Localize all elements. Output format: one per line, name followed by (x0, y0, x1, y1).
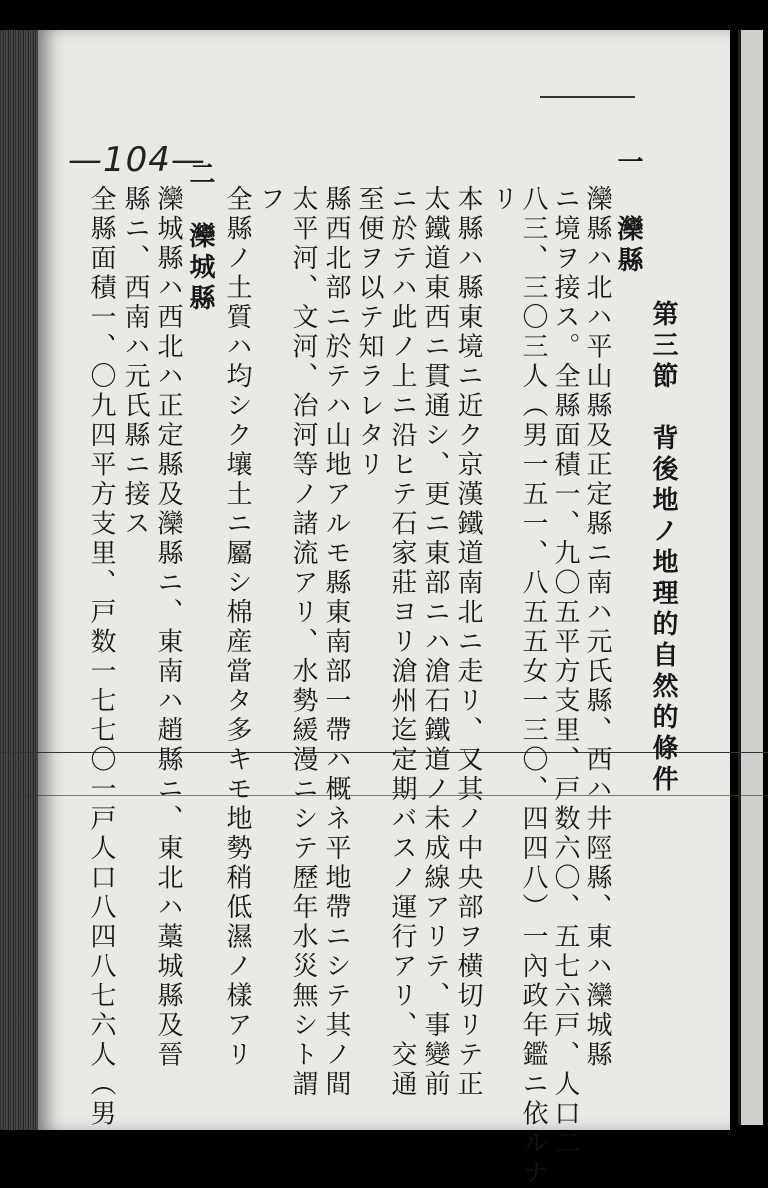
body-line: 全縣面積一、〇九四平方支里、戸数一七七〇一戸人口八四八七六人（男 (86, 185, 116, 1129)
section-heading: 第三節 背後地ノ地理的自然的條件 (648, 300, 678, 796)
page-right-edge (738, 30, 763, 1125)
body-line: 縣ニ、西南ハ元氏縣ニ接ス (120, 185, 150, 539)
subsection-title: 灤縣 (613, 215, 643, 277)
subsection-number: 一 (613, 148, 643, 179)
header-rule (540, 96, 635, 98)
body-line: 灤城縣ハ西北ハ正定縣及灤縣ニ、東南ハ趙縣ニ、東北ハ藁城縣及晉 (153, 185, 183, 1070)
body-line: フ (255, 185, 285, 215)
body-line: 灤縣ハ北ハ平山縣及正定縣ニ南ハ元氏縣、西ハ井陘縣、東ハ灤城縣 (582, 185, 612, 1070)
body-line: 全縣ノ土質ハ均シク壤土ニ屬シ棉産當タ多キモ地勢稍低濕ノ樣アリ (222, 185, 252, 1070)
body-line: ニ境ヲ接ス。全縣面積一、九〇五平方支里、戸数六〇、五七六戸、人口二 (550, 185, 580, 1159)
body-line: 本縣ハ縣東境ニ近ク京漢鐵道南北ニ走リ、又其ノ中央部ヲ横切リテ正 (453, 185, 483, 1100)
body-line: 八三、三〇三人（男一五一、八五五女一三〇、四四八）一內政年鑑ニ依ルナ (518, 185, 548, 1188)
subsection-title: 二 灤城縣 (185, 160, 215, 315)
body-line: 太平河、文河、冶河等ノ諸流アリ、水勢緩漫ニシテ歷年水災無シト謂 (288, 185, 318, 1100)
body-line: 縣西北部ニ於テハ山地アルモ縣東南部一帶ハ概ネ平地帶ニシテ其ノ間 (321, 185, 351, 1100)
body-line: 太鐵道東西ニ貫通シ、更ニ東部ニハ滄石鐵道ノ未成線アリテ、事變前 (420, 185, 450, 1100)
body-line: ニ於テハ此ノ上ニ沿ヒテ石家莊ヨリ滄州迄定期バスノ運行アリ、交通 (387, 185, 417, 1100)
page-number: —104— (68, 140, 206, 180)
body-line: 至便ヲ以テ知ラレタリ (354, 185, 384, 480)
body-line: リ (488, 185, 518, 215)
page-left-binding-edge (0, 30, 42, 1130)
